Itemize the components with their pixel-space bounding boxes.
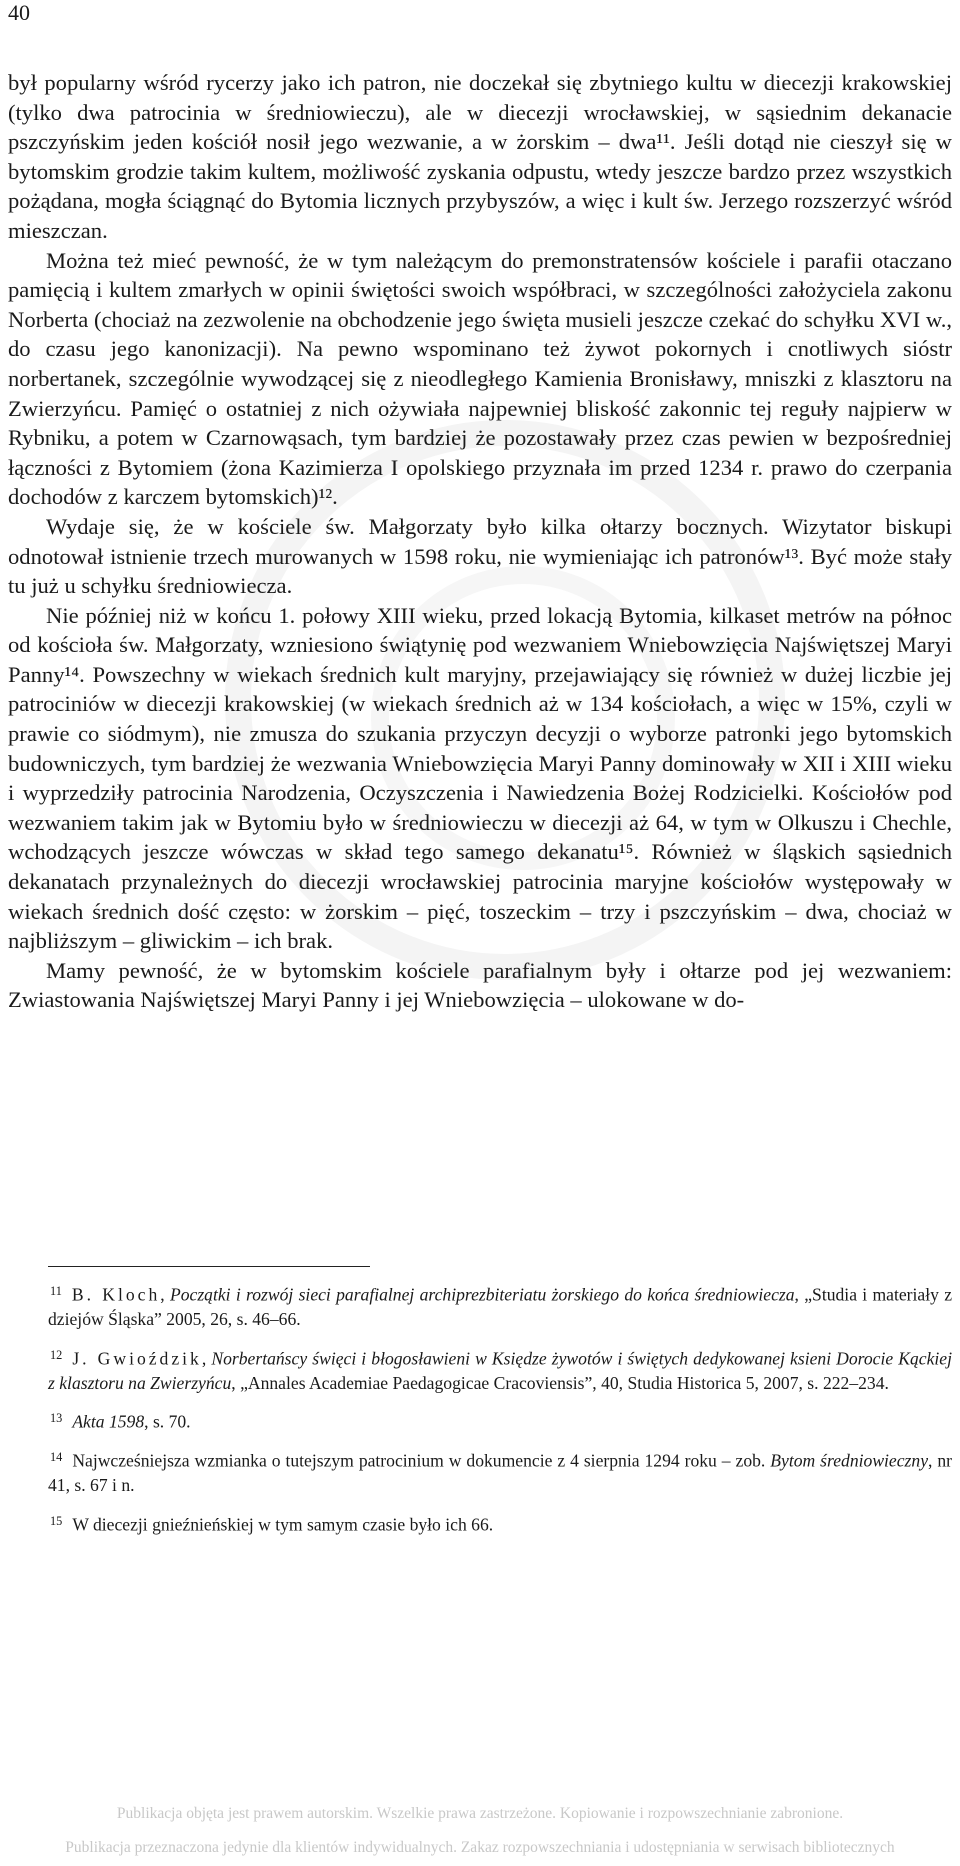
footnote-title: Początki i rozwój sieci parafialnej archiprezbiteriatu żorskiego do końca średniowiecza xyxy=(169,1284,795,1305)
footnote-rest: , s. 70. xyxy=(144,1411,191,1432)
footnote-divider xyxy=(48,1266,370,1267)
footnote-number: 14 xyxy=(50,1450,63,1465)
footnote-rest: , „Annales Academiae Paedagogicae Cracoviensis”, 40, Studia Historica 5, 2007, s. 222–234. xyxy=(231,1372,889,1393)
footnote-number: 11 xyxy=(50,1284,62,1298)
footnote-rest-2: , nr 41, s. 67 i n. xyxy=(48,1450,953,1496)
footnote-separator: , xyxy=(160,1284,170,1305)
footnote-12 xyxy=(48,1343,952,1396)
license-notice: Publikacja przeznaczona jedynie dla klientów indywidualnych. Zakaz rozpowszechniania i udostępniania w serwisach bibliotecznych xyxy=(65,1839,895,1856)
page-number: 40 xyxy=(8,0,30,25)
footnote-number: 13 xyxy=(50,1411,63,1426)
footnote-13 xyxy=(48,1406,952,1434)
footnote-11 xyxy=(48,1279,952,1332)
footnote-title: Bytom średniowieczny xyxy=(770,1450,929,1471)
footnote-title: Norbertańscy święci i błogosławieni w Księdze żywotów i świętych dedykowanej ksieni Dorocie Kąckiej z klasztoru na Zwierzyńcu xyxy=(48,1348,953,1393)
footnote-separator: , xyxy=(201,1348,212,1369)
footnotes xyxy=(48,1279,952,1548)
footnote-number: 12 xyxy=(50,1347,63,1362)
footnote-rest: Najwcześniejsza wzmianka o tutejszym patrocinium w dokumencie z 4 sierpnia 1294 roku – zob. xyxy=(72,1450,766,1471)
paragraph-5: Mamy pewność, że w bytomskim kościele parafialnym były i ołtarze pod jej wezwaniem: Zwiastowania Najświętszej Maryi Panny i jej Wniebowzięcia – ulokowane w do- xyxy=(8,957,952,1013)
footnote-number: 15 xyxy=(50,1513,63,1528)
paragraph-2: Można też mieć pewność, że w tym należącym do premonstratensów kościele i parafii otaczano pamięcią i kultem zmarłych w opinii świętości swoich współbraci, w szczególności założyciela zakonu Norberta (chociaż na zezwolenie na obchodzenie jego święta musieli jeszcze czekać do schyłku XVI w., do czasu jego kanonizacji). Na pewno wspominano też żywot pokornych i cnotliwych sióstr norbertanek, szczególnie wywodzącej się z nieodległego Kamienia Bronisławy, mniszki z klasztoru na Zwierzyńcu. Pamięć o ostatniej z nich ożywiała najpewniej bliskość zakonnic tej reguły najpierw w Rybniku, a potem w Czarnowąsach, tym bardziej że pozostawały przez czas pewien w bezpośredniej łączności z Bytomiem (żona Kazimierza I opolskiego przyznała im przed 1234 r. prawo do czerpania dochodów z karczem bytomskich)¹². xyxy=(8,247,952,510)
footnote-title: Akta 1598 xyxy=(72,1411,145,1432)
paragraph-3: Wydaje się, że w kościele św. Małgorzaty było kilka ołtarzy bocznych. Wizytator biskupi odnotował istnienie trzech murowanych w 1598 roku, nie wymieniając ich patronów¹³. Być może stały tu już u schyłku średniowiecza. xyxy=(8,513,952,599)
footnote-15 xyxy=(48,1509,952,1537)
paragraph-1: był popularny wśród rycerzy jako ich patron, nie doczekał się zbytniego kultu w diecezji krakowskiej (tylko dwa patrocinia w średniowieczu), ale w diecezji wrocławskiej, w sąsiednim dekanacie pszczyńskim jeden kościół nosił jego wezwanie, a w żorskim – dwa¹¹. Jeśli dotąd nie cieszył się w bytomskim grodzie takim kultem, możliwość zyskania odpustu, wtedy jeszcze bardzo przez wszystkich pożądana, mogła ściągnąć do Bytomia licznych przybyszów, a więc i kult św. Jerzego rozszerzyć wśród mieszczan. xyxy=(8,70,952,243)
footnote-rest: , „Studia i materiały z dziejów Śląska” 2005, 26, s. 46–66. xyxy=(48,1284,953,1330)
footnote-rest: W diecezji gnieźnieńskiej w tym samym czasie było ich 66. xyxy=(72,1514,494,1535)
footnote-14 xyxy=(48,1445,952,1498)
footnote-author: J. Gwioździk xyxy=(72,1348,202,1369)
footnote-author: B. Kloch xyxy=(71,1284,161,1305)
main-text xyxy=(8,68,952,1015)
paragraph-4: Nie później niż w końcu 1. połowy XIII wieku, przed lokacją Bytomia, kilkaset metrów na północ od kościoła św. Małgorzaty, wzniesiono świątynię pod wezwaniem Wniebowzięcia Najświętszej Maryi Panny¹⁴. Powszechny w wiekach średnich kult maryjny, przejawiający się również w dużej liczbie jej patrociniów w diecezji krakowskiej (w wiekach średnich aż w 134 kościołach, a więc w 15%, czyli w prawie co siódmym), nie zmusza do szukania przyczyn decyzji o wyborze patronki jego bytomskich budowniczych, tym bardziej że wezwania Wniebowzięcia Maryi Panny dominowały w XII i XIII wieku i wyprzedziły patrocinia Narodzenia, Oczyszczenia i Nawiedzenia Bożej Rodzicielki. Kościołów pod wezwaniem takim jak w Bytomiu było w średniowieczu w diecezji aż 64, w tym w Olkuszu i Chechle, wchodzących jeszcze wówczas w skład tego samego dekanatu¹⁵. Również w śląskich sąsiednich dekanatach przynależnych do diecezji wrocławskiej patrocinia maryjne kościołów występowały w wiekach średnich dość często: w żorskim – pięć, toszeckim – trzy i pszczyńskim – dwa, chociaż w najbliższym – gliwickim – ich brak. xyxy=(8,602,952,954)
copyright-notice: Publikacja objęta jest prawem autorskim. Wszelkie prawa zastrzeżone. Kopiowanie i rozpowszechnianie zabronione. xyxy=(116,1805,844,1822)
